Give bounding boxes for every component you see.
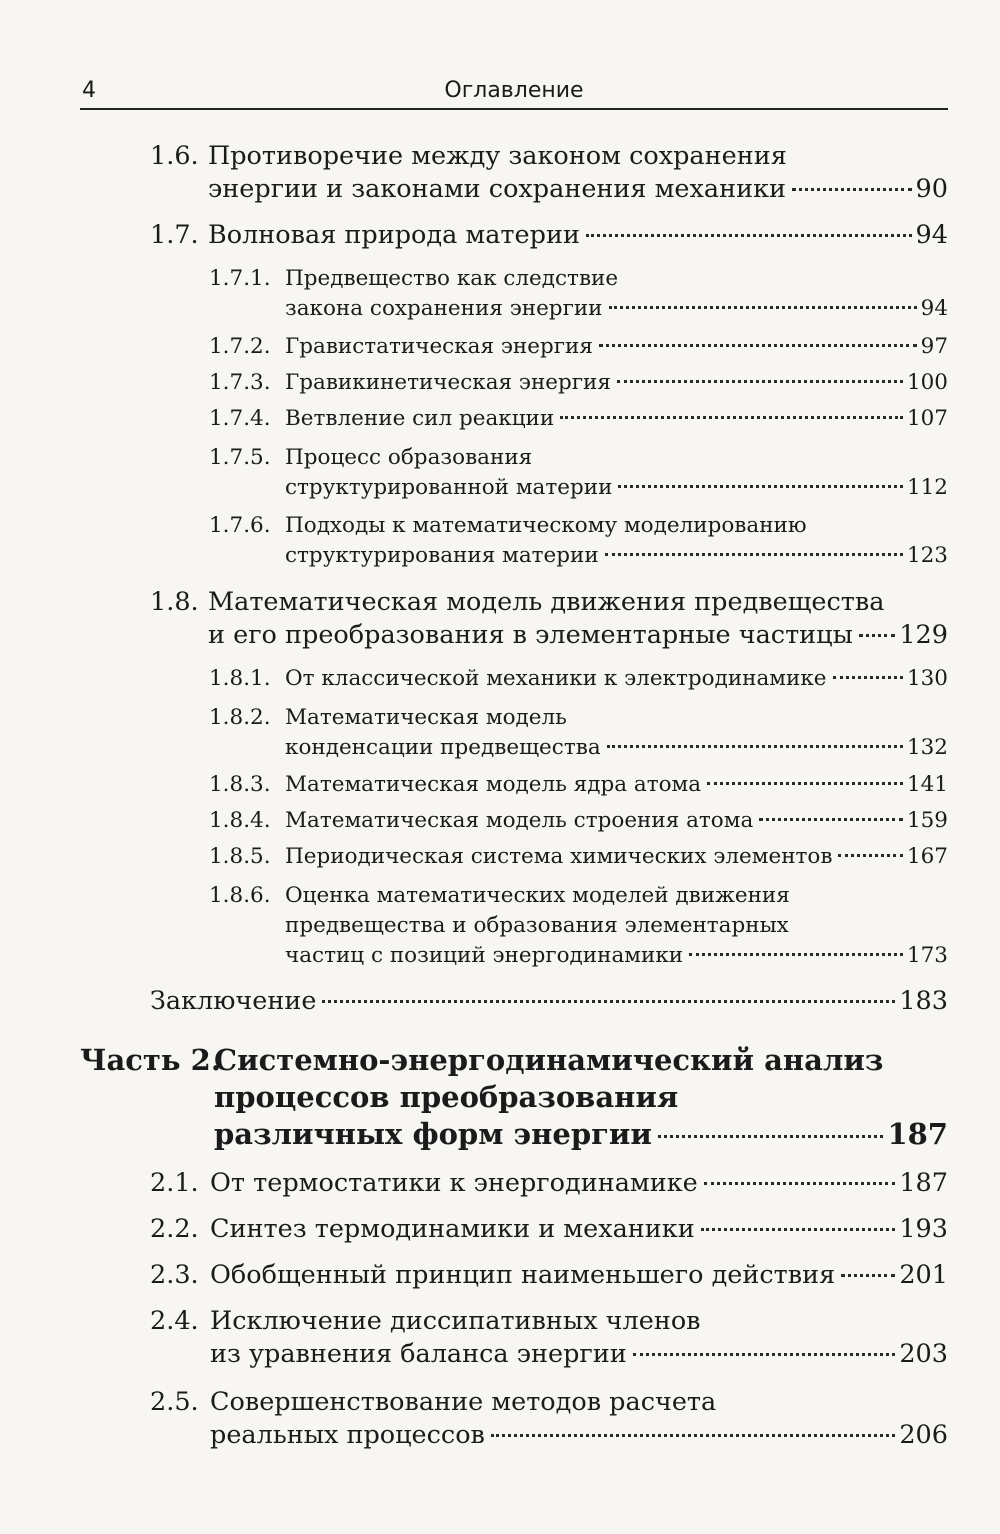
toc-entry-number: 2.3. (150, 1260, 199, 1290)
toc-entry-title-line: реальных процессов (210, 1420, 485, 1450)
toc-page-number: 94 (915, 220, 948, 250)
dot-leader (859, 634, 895, 637)
toc-entry-title-line: из уравнения баланса энергии (210, 1339, 627, 1369)
toc-entry-title-line: и его преобразования в элементарные частицы (208, 620, 853, 650)
toc-entry-number: 2.1. (150, 1168, 199, 1198)
toc-entry-number: 1.8. (150, 587, 199, 617)
toc-page-number: 90 (915, 174, 948, 204)
toc-entry-number: 1.7.5. (209, 445, 271, 470)
toc-entry-title-line: Синтез термодинамики и механики (210, 1214, 695, 1244)
toc-entry-number: 2.4. (150, 1306, 199, 1336)
toc-entry-title-line: Оценка математических моделей движения (285, 883, 790, 908)
running-title: Оглавление (444, 78, 584, 103)
toc-entry-title-line: Периодическая система химических элементов (285, 844, 833, 869)
toc-entry-title-line: Процесс образования (285, 445, 533, 470)
toc-entry-title-line: Заключение (150, 986, 317, 1016)
dot-leader (599, 344, 917, 347)
toc-entry-number: 1.8.5. (209, 844, 271, 869)
dot-leader (838, 854, 902, 857)
toc-entry-number: 1.8.4. (209, 808, 271, 833)
toc-page-number: 173 (906, 943, 948, 968)
toc-entry-title-line: закона сохранения энергии (285, 296, 603, 321)
dot-leader (707, 782, 903, 785)
dot-leader (586, 234, 912, 237)
toc-entry-title-line: предвещества и образования элементарных (285, 913, 789, 938)
dot-leader (689, 953, 903, 956)
dot-leader (841, 1274, 895, 1277)
dot-leader (759, 818, 903, 821)
toc-entry-title-line: Системно-энергодинамический анализ (214, 1043, 884, 1077)
toc-page-number: 100 (906, 370, 948, 395)
toc-entry-title-line: конденсации предвещества (285, 735, 601, 760)
dot-leader (491, 1434, 895, 1437)
toc-entry-number: 1.6. (150, 141, 199, 171)
toc-entry-title-line: Противоречие между законом сохранения (208, 141, 787, 171)
toc-entry-title-line: От термостатики к энергодинамике (210, 1168, 698, 1198)
toc-page-number: 130 (906, 666, 948, 691)
toc-entry-number: 1.8.2. (209, 705, 271, 730)
toc-page-number: 187 (899, 1168, 948, 1198)
toc-entry-number: 1.7.1. (209, 266, 271, 291)
page-number: 4 (82, 78, 96, 103)
toc-entry-title-line: структурированной материи (285, 475, 613, 500)
toc-entry-number: 2.2. (150, 1214, 199, 1244)
toc-entry-number: 1.7.2. (209, 334, 271, 359)
toc-page-number: 123 (906, 543, 948, 568)
toc-page-number: 107 (906, 406, 948, 431)
toc-page-number: 141 (906, 772, 948, 797)
dot-leader (605, 553, 903, 556)
toc-page-number: 159 (906, 808, 948, 833)
toc-entry-number: 2.5. (150, 1387, 199, 1417)
toc-entry-title-line: Обобщенный принцип наименьшего действия (210, 1260, 836, 1290)
toc-entry-title-line: Подходы к математическому моделированию (285, 513, 807, 538)
dot-leader (701, 1228, 896, 1231)
toc-entry-title-line: различных форм энергии (214, 1117, 652, 1151)
toc-entry-number: 1.8.6. (209, 883, 271, 908)
toc-page-number: 94 (920, 296, 948, 321)
toc-entry-number: 1.7. (150, 220, 199, 250)
toc-entry-number: 1.7.3. (209, 370, 271, 395)
toc-entry-title-line: Волновая природа материи (208, 220, 580, 250)
toc-entry-title-line: структурирования материи (285, 543, 599, 568)
toc-entry-title-line: Совершенствование методов расчета (210, 1387, 717, 1417)
dot-leader (658, 1135, 884, 1138)
toc-page-number: 112 (906, 475, 948, 500)
toc-entry-title-line: От классической механики к электродинамике (285, 666, 827, 691)
toc-page-number: 167 (906, 844, 948, 869)
dot-leader (607, 745, 903, 748)
toc-entry-title-line: энергии и законами сохранения механики (208, 174, 787, 204)
toc-page-number: 201 (899, 1260, 948, 1290)
toc-entry-number: Часть 2. (80, 1043, 221, 1077)
toc-page-number: 193 (899, 1214, 948, 1244)
toc-entry-number: 1.7.4. (209, 406, 271, 431)
toc-entry-title-line: Гравистатическая энергия (285, 334, 593, 359)
toc-entry-title-line: Гравикинетическая энергия (285, 370, 611, 395)
toc-entry-title-line: Математическая модель ядра атома (285, 772, 702, 797)
dot-leader (618, 485, 903, 488)
dot-leader (560, 416, 903, 419)
toc-page-number: 183 (899, 986, 948, 1016)
toc-entry-title-line: Математическая модель движения предвещества (208, 587, 885, 617)
toc-entry-number: 1.8.3. (209, 772, 271, 797)
dot-leader (617, 380, 903, 383)
dot-leader (609, 306, 917, 309)
toc-page-number: 132 (906, 735, 948, 760)
toc-entry-title-line: Математическая модель строения атома (285, 808, 754, 833)
toc-entry-title-line: частиц с позиций энергодинамики (285, 943, 684, 968)
toc-page-number: 206 (899, 1420, 948, 1450)
toc-page-number: 129 (899, 620, 948, 650)
toc-entry-number: 1.8.1. (209, 666, 271, 691)
toc-entry-title-line: Предвещество как следствие (285, 266, 619, 291)
toc-page-number: 187 (887, 1117, 948, 1151)
toc-entry-title-line: Исключение диссипативных членов (210, 1306, 701, 1336)
toc-entry-number: 1.7.6. (209, 513, 271, 538)
dot-leader (322, 1000, 895, 1003)
toc-entry-title-line: процессов преобразования (214, 1080, 679, 1114)
dot-leader (833, 676, 903, 679)
toc-page-number: 203 (899, 1339, 948, 1369)
dot-leader (704, 1182, 896, 1185)
dot-leader (792, 188, 912, 191)
toc-page-number: 97 (920, 334, 948, 359)
toc-entry-title-line: Математическая модель (285, 705, 567, 730)
dot-leader (633, 1353, 896, 1356)
toc-entry-title-line: Ветвление сил реакции (285, 406, 555, 431)
